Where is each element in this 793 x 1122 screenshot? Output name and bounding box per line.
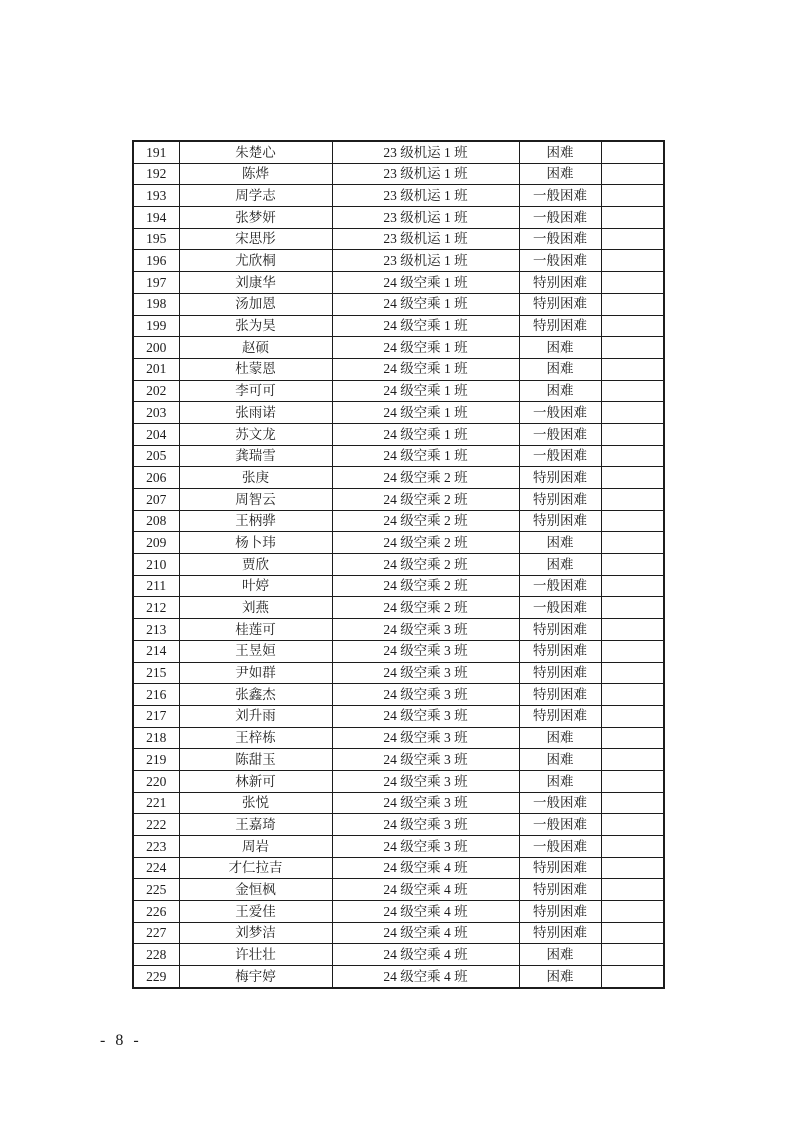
table-row — [133, 207, 664, 229]
table-row — [133, 510, 664, 532]
cell-class: 24 级空乘 2 班 — [332, 532, 519, 554]
cell-difficulty: 困难 — [519, 141, 601, 163]
cell-note — [601, 640, 664, 662]
cell-index: 201 — [133, 358, 179, 380]
cell-note — [601, 445, 664, 467]
cell-class: 24 级空乘 4 班 — [332, 944, 519, 966]
cell-note — [601, 879, 664, 901]
table-row — [133, 966, 664, 988]
cell-class: 24 级空乘 3 班 — [332, 640, 519, 662]
cell-difficulty: 一般困难 — [519, 836, 601, 858]
cell-index: 203 — [133, 402, 179, 424]
cell-index: 208 — [133, 510, 179, 532]
cell-class: 24 级空乘 2 班 — [332, 554, 519, 576]
cell-name: 林新可 — [179, 770, 332, 792]
cell-name: 桂莲可 — [179, 619, 332, 641]
cell-note — [601, 727, 664, 749]
cell-difficulty: 一般困难 — [519, 185, 601, 207]
cell-index: 205 — [133, 445, 179, 467]
cell-class: 23 级机运 1 班 — [332, 163, 519, 185]
cell-note — [601, 619, 664, 641]
cell-note — [601, 944, 664, 966]
cell-name: 刘升雨 — [179, 705, 332, 727]
cell-note — [601, 228, 664, 250]
cell-note — [601, 597, 664, 619]
cell-index: 200 — [133, 337, 179, 359]
cell-index: 226 — [133, 901, 179, 923]
cell-name: 张悦 — [179, 792, 332, 814]
cell-class: 24 级空乘 1 班 — [332, 423, 519, 445]
cell-difficulty: 困难 — [519, 163, 601, 185]
table-row — [133, 402, 664, 424]
table-row — [133, 662, 664, 684]
cell-note — [601, 467, 664, 489]
table-row — [133, 792, 664, 814]
table-row — [133, 228, 664, 250]
cell-class: 24 级空乘 3 班 — [332, 684, 519, 706]
cell-difficulty: 特别困难 — [519, 467, 601, 489]
cell-name: 杨卜玮 — [179, 532, 332, 554]
cell-index: 202 — [133, 380, 179, 402]
cell-class: 24 级空乘 3 班 — [332, 749, 519, 771]
cell-difficulty: 困难 — [519, 727, 601, 749]
cell-class: 24 级空乘 4 班 — [332, 922, 519, 944]
cell-name: 刘燕 — [179, 597, 332, 619]
table-row — [133, 250, 664, 272]
table-row — [133, 944, 664, 966]
cell-difficulty: 特别困难 — [519, 922, 601, 944]
student-roster-table — [132, 140, 665, 989]
cell-note — [601, 901, 664, 923]
cell-note — [601, 684, 664, 706]
cell-index: 212 — [133, 597, 179, 619]
cell-name: 李可可 — [179, 380, 332, 402]
cell-name: 张庚 — [179, 467, 332, 489]
table-row — [133, 337, 664, 359]
cell-note — [601, 250, 664, 272]
cell-difficulty: 困难 — [519, 554, 601, 576]
cell-name: 尤欣桐 — [179, 250, 332, 272]
cell-difficulty: 困难 — [519, 944, 601, 966]
cell-index: 197 — [133, 272, 179, 294]
table-row — [133, 640, 664, 662]
cell-difficulty: 特别困难 — [519, 705, 601, 727]
cell-index: 210 — [133, 554, 179, 576]
cell-index: 213 — [133, 619, 179, 641]
cell-class: 24 级空乘 3 班 — [332, 792, 519, 814]
cell-class: 24 级空乘 1 班 — [332, 272, 519, 294]
cell-name: 才仁拉吉 — [179, 857, 332, 879]
cell-note — [601, 532, 664, 554]
cell-difficulty: 困难 — [519, 358, 601, 380]
cell-name: 苏文龙 — [179, 423, 332, 445]
cell-note — [601, 554, 664, 576]
cell-class: 24 级空乘 3 班 — [332, 727, 519, 749]
cell-index: 224 — [133, 857, 179, 879]
table-row — [133, 814, 664, 836]
cell-index: 193 — [133, 185, 179, 207]
table-row — [133, 315, 664, 337]
cell-name: 周智云 — [179, 489, 332, 511]
cell-name: 张雨诺 — [179, 402, 332, 424]
cell-difficulty: 特别困难 — [519, 879, 601, 901]
cell-name: 陈甜玉 — [179, 749, 332, 771]
cell-note — [601, 185, 664, 207]
cell-difficulty: 特别困难 — [519, 901, 601, 923]
cell-note — [601, 141, 664, 163]
cell-difficulty: 困难 — [519, 966, 601, 988]
cell-difficulty: 困难 — [519, 532, 601, 554]
cell-difficulty: 困难 — [519, 749, 601, 771]
table-row — [133, 445, 664, 467]
cell-name: 张为昊 — [179, 315, 332, 337]
cell-note — [601, 293, 664, 315]
cell-class: 24 级空乘 3 班 — [332, 619, 519, 641]
cell-difficulty: 一般困难 — [519, 445, 601, 467]
cell-difficulty: 一般困难 — [519, 575, 601, 597]
cell-index: 214 — [133, 640, 179, 662]
cell-difficulty: 特别困难 — [519, 489, 601, 511]
cell-note — [601, 836, 664, 858]
table-row — [133, 901, 664, 923]
cell-class: 24 级空乘 3 班 — [332, 662, 519, 684]
cell-difficulty: 一般困难 — [519, 207, 601, 229]
cell-name: 宋思彤 — [179, 228, 332, 250]
table-row — [133, 489, 664, 511]
cell-difficulty: 困难 — [519, 770, 601, 792]
cell-index: 217 — [133, 705, 179, 727]
table-row — [133, 423, 664, 445]
table-row — [133, 836, 664, 858]
cell-index: 222 — [133, 814, 179, 836]
cell-difficulty: 困难 — [519, 337, 601, 359]
cell-note — [601, 510, 664, 532]
cell-note — [601, 922, 664, 944]
cell-name: 赵硕 — [179, 337, 332, 359]
cell-note — [601, 792, 664, 814]
cell-difficulty: 特别困难 — [519, 857, 601, 879]
cell-name: 尹如群 — [179, 662, 332, 684]
cell-class: 24 级空乘 1 班 — [332, 315, 519, 337]
cell-class: 24 级空乘 2 班 — [332, 489, 519, 511]
cell-difficulty: 一般困难 — [519, 250, 601, 272]
cell-class: 24 级空乘 3 班 — [332, 770, 519, 792]
cell-difficulty: 困难 — [519, 380, 601, 402]
cell-index: 191 — [133, 141, 179, 163]
cell-note — [601, 575, 664, 597]
cell-class: 23 级机运 1 班 — [332, 228, 519, 250]
cell-name: 龚瑞雪 — [179, 445, 332, 467]
cell-class: 23 级机运 1 班 — [332, 141, 519, 163]
cell-difficulty: 一般困难 — [519, 597, 601, 619]
table-row — [133, 879, 664, 901]
cell-name: 杜蒙恩 — [179, 358, 332, 380]
cell-class: 24 级空乘 3 班 — [332, 705, 519, 727]
cell-class: 24 级空乘 2 班 — [332, 597, 519, 619]
cell-class: 24 级空乘 1 班 — [332, 380, 519, 402]
cell-note — [601, 770, 664, 792]
cell-class: 24 级空乘 1 班 — [332, 402, 519, 424]
cell-class: 23 级机运 1 班 — [332, 250, 519, 272]
cell-note — [601, 402, 664, 424]
cell-note — [601, 857, 664, 879]
cell-difficulty: 特别困难 — [519, 315, 601, 337]
cell-name: 周岩 — [179, 836, 332, 858]
cell-difficulty: 一般困难 — [519, 228, 601, 250]
cell-class: 24 级空乘 2 班 — [332, 467, 519, 489]
cell-class: 24 级空乘 2 班 — [332, 510, 519, 532]
cell-class: 24 级空乘 1 班 — [332, 358, 519, 380]
table-row — [133, 770, 664, 792]
cell-difficulty: 一般困难 — [519, 792, 601, 814]
cell-name: 刘梦洁 — [179, 922, 332, 944]
table-row — [133, 705, 664, 727]
cell-index: 229 — [133, 966, 179, 988]
cell-name: 朱楚心 — [179, 141, 332, 163]
table-row — [133, 684, 664, 706]
cell-note — [601, 207, 664, 229]
table-row — [133, 532, 664, 554]
table-row — [133, 380, 664, 402]
cell-class: 24 级空乘 1 班 — [332, 293, 519, 315]
cell-index: 227 — [133, 922, 179, 944]
cell-difficulty: 特别困难 — [519, 662, 601, 684]
cell-difficulty: 一般困难 — [519, 423, 601, 445]
cell-name: 汤加恩 — [179, 293, 332, 315]
cell-difficulty: 特别困难 — [519, 684, 601, 706]
cell-class: 24 级空乘 4 班 — [332, 901, 519, 923]
cell-name: 王梓栋 — [179, 727, 332, 749]
cell-name: 王柄骅 — [179, 510, 332, 532]
cell-index: 199 — [133, 315, 179, 337]
cell-class: 24 级空乘 4 班 — [332, 966, 519, 988]
cell-name: 王爱佳 — [179, 901, 332, 923]
cell-index: 196 — [133, 250, 179, 272]
cell-class: 23 级机运 1 班 — [332, 185, 519, 207]
table-row — [133, 619, 664, 641]
cell-note — [601, 966, 664, 988]
table-row — [133, 163, 664, 185]
table-row — [133, 857, 664, 879]
cell-name: 许壮壮 — [179, 944, 332, 966]
cell-name: 张梦妍 — [179, 207, 332, 229]
table-row — [133, 185, 664, 207]
cell-index: 223 — [133, 836, 179, 858]
cell-index: 215 — [133, 662, 179, 684]
cell-name: 梅宇婷 — [179, 966, 332, 988]
table-row — [133, 293, 664, 315]
cell-index: 221 — [133, 792, 179, 814]
cell-index: 228 — [133, 944, 179, 966]
cell-index: 206 — [133, 467, 179, 489]
cell-class: 24 级空乘 3 班 — [332, 836, 519, 858]
cell-index: 219 — [133, 749, 179, 771]
cell-class: 24 级空乘 1 班 — [332, 445, 519, 467]
cell-index: 216 — [133, 684, 179, 706]
cell-note — [601, 423, 664, 445]
cell-name: 金恒枫 — [179, 879, 332, 901]
table-row — [133, 358, 664, 380]
cell-name: 王嘉琦 — [179, 814, 332, 836]
cell-name: 周学志 — [179, 185, 332, 207]
cell-note — [601, 705, 664, 727]
cell-class: 24 级空乘 4 班 — [332, 857, 519, 879]
cell-name: 王昱姮 — [179, 640, 332, 662]
table-row — [133, 272, 664, 294]
cell-index: 207 — [133, 489, 179, 511]
cell-difficulty: 特别困难 — [519, 293, 601, 315]
table-row — [133, 575, 664, 597]
cell-name: 张鑫杰 — [179, 684, 332, 706]
cell-index: 225 — [133, 879, 179, 901]
cell-note — [601, 337, 664, 359]
cell-index: 204 — [133, 423, 179, 445]
cell-note — [601, 163, 664, 185]
cell-index: 195 — [133, 228, 179, 250]
cell-note — [601, 358, 664, 380]
roster-body — [133, 141, 664, 988]
table-row — [133, 467, 664, 489]
cell-difficulty: 特别困难 — [519, 619, 601, 641]
cell-class: 24 级空乘 1 班 — [332, 337, 519, 359]
cell-note — [601, 749, 664, 771]
table-row — [133, 597, 664, 619]
table-row — [133, 141, 664, 163]
cell-note — [601, 489, 664, 511]
page-number: - 8 - — [100, 1032, 142, 1049]
cell-class: 24 级空乘 4 班 — [332, 879, 519, 901]
cell-note — [601, 662, 664, 684]
cell-note — [601, 315, 664, 337]
table-row — [133, 727, 664, 749]
cell-index: 198 — [133, 293, 179, 315]
cell-class: 24 级空乘 2 班 — [332, 575, 519, 597]
cell-index: 220 — [133, 770, 179, 792]
cell-name: 陈烨 — [179, 163, 332, 185]
cell-index: 209 — [133, 532, 179, 554]
cell-index: 192 — [133, 163, 179, 185]
cell-name: 贾欣 — [179, 554, 332, 576]
cell-difficulty: 一般困难 — [519, 402, 601, 424]
cell-note — [601, 272, 664, 294]
cell-difficulty: 特别困难 — [519, 640, 601, 662]
cell-index: 218 — [133, 727, 179, 749]
cell-index: 194 — [133, 207, 179, 229]
table-row — [133, 554, 664, 576]
cell-class: 24 级空乘 3 班 — [332, 814, 519, 836]
table-row — [133, 749, 664, 771]
cell-note — [601, 380, 664, 402]
cell-note — [601, 814, 664, 836]
table-row — [133, 922, 664, 944]
cell-name: 刘康华 — [179, 272, 332, 294]
cell-index: 211 — [133, 575, 179, 597]
cell-class: 23 级机运 1 班 — [332, 207, 519, 229]
cell-difficulty: 一般困难 — [519, 814, 601, 836]
cell-name: 叶婷 — [179, 575, 332, 597]
cell-difficulty: 特别困难 — [519, 510, 601, 532]
cell-difficulty: 特别困难 — [519, 272, 601, 294]
